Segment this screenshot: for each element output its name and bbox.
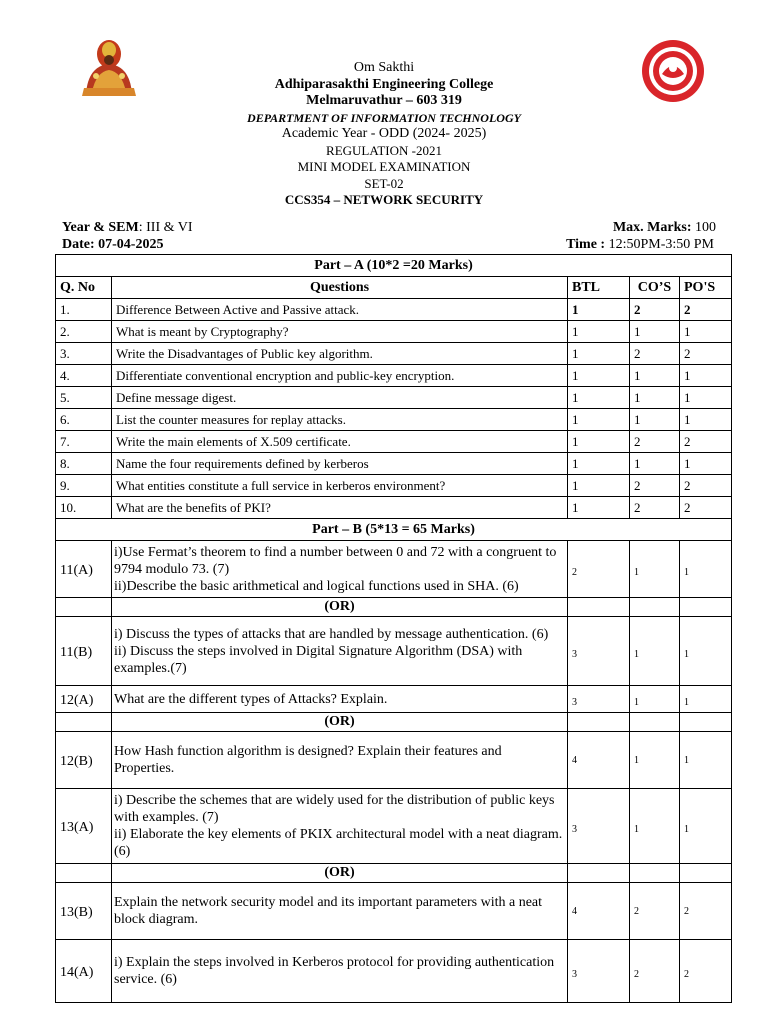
exam-header xyxy=(0,60,768,209)
question-number: 10. xyxy=(56,497,112,519)
btl-value: 1 xyxy=(568,453,630,475)
regulation: REGULATION -2021 xyxy=(326,142,442,158)
co-value: 2 xyxy=(630,299,680,321)
table-row xyxy=(56,365,732,387)
btl-value: 1 xyxy=(568,475,630,497)
table-row xyxy=(56,617,732,686)
co-value: 1 xyxy=(630,686,680,713)
or-spacer xyxy=(568,598,630,617)
question-text: List the counter measures for replay attacks. xyxy=(112,409,568,431)
or-spacer xyxy=(56,598,112,617)
co-value: 1 xyxy=(630,789,680,864)
table-row xyxy=(56,409,732,431)
or-label: (OR) xyxy=(112,713,568,732)
table-row xyxy=(56,789,732,864)
header-line1: Om Sakthi xyxy=(353,60,415,75)
co-value: 2 xyxy=(630,343,680,365)
co-value: 2 xyxy=(630,940,680,1003)
or-row xyxy=(56,864,732,883)
meta-row-2 xyxy=(62,236,716,253)
table-row xyxy=(56,299,732,321)
or-spacer xyxy=(56,713,112,732)
table-row xyxy=(56,453,732,475)
table-row xyxy=(56,343,732,365)
co-value: 1 xyxy=(630,617,680,686)
or-spacer xyxy=(568,713,630,732)
part-b-title: Part – B (5*13 = 65 Marks) xyxy=(56,519,732,541)
or-row xyxy=(56,713,732,732)
po-value: 1 xyxy=(680,387,732,409)
question-text: Explain the network security model and its important parameters with a neat block diagram. xyxy=(112,883,568,940)
po-value: 1 xyxy=(680,321,732,343)
table-row xyxy=(56,431,732,453)
question-number: 6. xyxy=(56,409,112,431)
btl-value: 1 xyxy=(568,409,630,431)
table-row xyxy=(56,883,732,940)
part-a-title: Part – A (10*2 =20 Marks) xyxy=(56,255,732,277)
table-row xyxy=(56,475,732,497)
question-text: i) Discuss the types of attacks that are handled by message authentication. (6) ii) Discuss the steps involved in Digital Signature Algorithm (DSA) with examples.(7) xyxy=(112,617,568,686)
question-text: Write the Disadvantages of Public key algorithm. xyxy=(112,343,568,365)
or-label: (OR) xyxy=(112,864,568,883)
header-cos: CO’S xyxy=(630,277,680,299)
co-value: 1 xyxy=(630,409,680,431)
btl-value: 1 xyxy=(568,431,630,453)
btl-value: 3 xyxy=(568,617,630,686)
question-number: 2. xyxy=(56,321,112,343)
question-number: 1. xyxy=(56,299,112,321)
or-spacer xyxy=(680,598,732,617)
question-text: i) Describe the schemes that are widely used for the distribution of public keys with examples. (7) ii) Elaborate the key elements of PKIX architectural model with a neat diagram. (6) xyxy=(112,789,568,864)
question-number: 12(A) xyxy=(56,686,112,713)
department-name: DEPARTMENT OF INFORMATION TECHNOLOGY xyxy=(247,110,521,125)
max-marks-label: Max. Marks: xyxy=(612,220,692,235)
question-number: 13(A) xyxy=(56,789,112,864)
exam-date: Date: 07-04-2025 xyxy=(62,237,164,252)
table-row xyxy=(56,541,732,598)
question-text: What entities constitute a full service in kerberos environment? xyxy=(112,475,568,497)
po-value: 1 xyxy=(680,617,732,686)
po-value: 2 xyxy=(680,883,732,940)
co-value: 1 xyxy=(630,541,680,598)
co-value: 1 xyxy=(630,365,680,387)
po-value: 2 xyxy=(680,343,732,365)
question-text: i) Explain the steps involved in Kerberos protocol for providing authentication service. (6) xyxy=(112,940,568,1003)
btl-value: 1 xyxy=(568,321,630,343)
time-label: Time : xyxy=(566,237,606,252)
co-value: 1 xyxy=(630,321,680,343)
or-spacer xyxy=(680,864,732,883)
question-number: 5. xyxy=(56,387,112,409)
question-text: Differentiate conventional encryption and public-key encryption. xyxy=(112,365,568,387)
question-number: 13(B) xyxy=(56,883,112,940)
question-text: i)Use Fermat’s theorem to find a number between 0 and 72 with a congruent to 9794 modulo 73. (7) ii)Describe the basic arithmetical and logical functions used in SHA. (6) xyxy=(112,541,568,598)
table-row xyxy=(56,321,732,343)
question-number: 12(B) xyxy=(56,732,112,789)
po-value: 2 xyxy=(680,475,732,497)
set-number: SET-02 xyxy=(364,175,404,191)
po-value: 1 xyxy=(680,409,732,431)
or-spacer xyxy=(56,864,112,883)
course-title: CCS354 – NETWORK SECURITY xyxy=(284,192,484,207)
btl-value: 3 xyxy=(568,789,630,864)
college-name: Adhiparasakthi Engineering College xyxy=(274,76,494,92)
academic-year: Academic Year - ODD (2024- 2025) xyxy=(281,126,487,141)
year-sem-value: : III & VI xyxy=(138,220,193,235)
question-number: 11(B) xyxy=(56,617,112,686)
question-number: 4. xyxy=(56,365,112,387)
time-value: 12:50PM-3:50 PM xyxy=(605,237,714,252)
btl-value: 2 xyxy=(568,541,630,598)
question-text: Difference Between Active and Passive attack. xyxy=(112,299,568,321)
table-row xyxy=(56,497,732,519)
or-row xyxy=(56,598,732,617)
co-value: 1 xyxy=(630,453,680,475)
btl-value: 4 xyxy=(568,883,630,940)
question-text: What is meant by Cryptography? xyxy=(112,321,568,343)
question-number: 11(A) xyxy=(56,541,112,598)
btl-value: 1 xyxy=(568,365,630,387)
question-text: What are the benefits of PKI? xyxy=(112,497,568,519)
co-value: 2 xyxy=(630,431,680,453)
year-sem-label: Year & SEM xyxy=(62,220,139,235)
max-marks-value: 100 xyxy=(691,220,716,235)
question-text: What are the different types of Attacks? Explain. xyxy=(112,686,568,713)
co-value: 2 xyxy=(630,497,680,519)
btl-value: 1 xyxy=(568,497,630,519)
header-btl: BTL xyxy=(568,277,630,299)
po-value: 1 xyxy=(680,789,732,864)
question-number: 8. xyxy=(56,453,112,475)
or-spacer xyxy=(568,864,630,883)
meta-row-1 xyxy=(62,219,716,236)
btl-value: 3 xyxy=(568,686,630,713)
btl-value: 1 xyxy=(568,387,630,409)
btl-value: 1 xyxy=(568,343,630,365)
po-value: 1 xyxy=(680,686,732,713)
btl-value: 3 xyxy=(568,940,630,1003)
college-location: Melmaruvathur – 603 319 xyxy=(306,93,462,108)
question-text: Write the main elements of X.509 certificate. xyxy=(112,431,568,453)
co-value: 1 xyxy=(630,732,680,789)
question-table xyxy=(55,254,732,1003)
or-spacer xyxy=(630,713,680,732)
table-row xyxy=(56,940,732,1003)
table-row xyxy=(56,686,732,713)
question-text: How Hash function algorithm is designed? Explain their features and Properties. xyxy=(112,732,568,789)
po-value: 1 xyxy=(680,732,732,789)
po-value: 1 xyxy=(680,453,732,475)
co-value: 2 xyxy=(630,475,680,497)
po-value: 1 xyxy=(680,541,732,598)
btl-value: 4 xyxy=(568,732,630,789)
co-value: 2 xyxy=(630,883,680,940)
po-value: 2 xyxy=(680,940,732,1003)
po-value: 2 xyxy=(680,497,732,519)
table-row xyxy=(56,387,732,409)
header-questions: Questions xyxy=(112,277,568,299)
po-value: 2 xyxy=(680,431,732,453)
table-row xyxy=(56,732,732,789)
header-qno: Q. No xyxy=(56,277,112,299)
or-label: (OR) xyxy=(112,598,568,617)
btl-value: 1 xyxy=(568,299,630,321)
question-number: 7. xyxy=(56,431,112,453)
po-value: 2 xyxy=(680,299,732,321)
co-value: 1 xyxy=(630,387,680,409)
question-number: 3. xyxy=(56,343,112,365)
header-pos: PO'S xyxy=(680,277,732,299)
question-number: 14(A) xyxy=(56,940,112,1003)
or-spacer xyxy=(630,598,680,617)
question-text: Name the four requirements defined by kerberos xyxy=(112,453,568,475)
exam-title: MINI MODEL EXAMINATION xyxy=(297,159,471,174)
or-spacer xyxy=(680,713,732,732)
or-spacer xyxy=(630,864,680,883)
question-number: 9. xyxy=(56,475,112,497)
po-value: 1 xyxy=(680,365,732,387)
question-text: Define message digest. xyxy=(112,387,568,409)
